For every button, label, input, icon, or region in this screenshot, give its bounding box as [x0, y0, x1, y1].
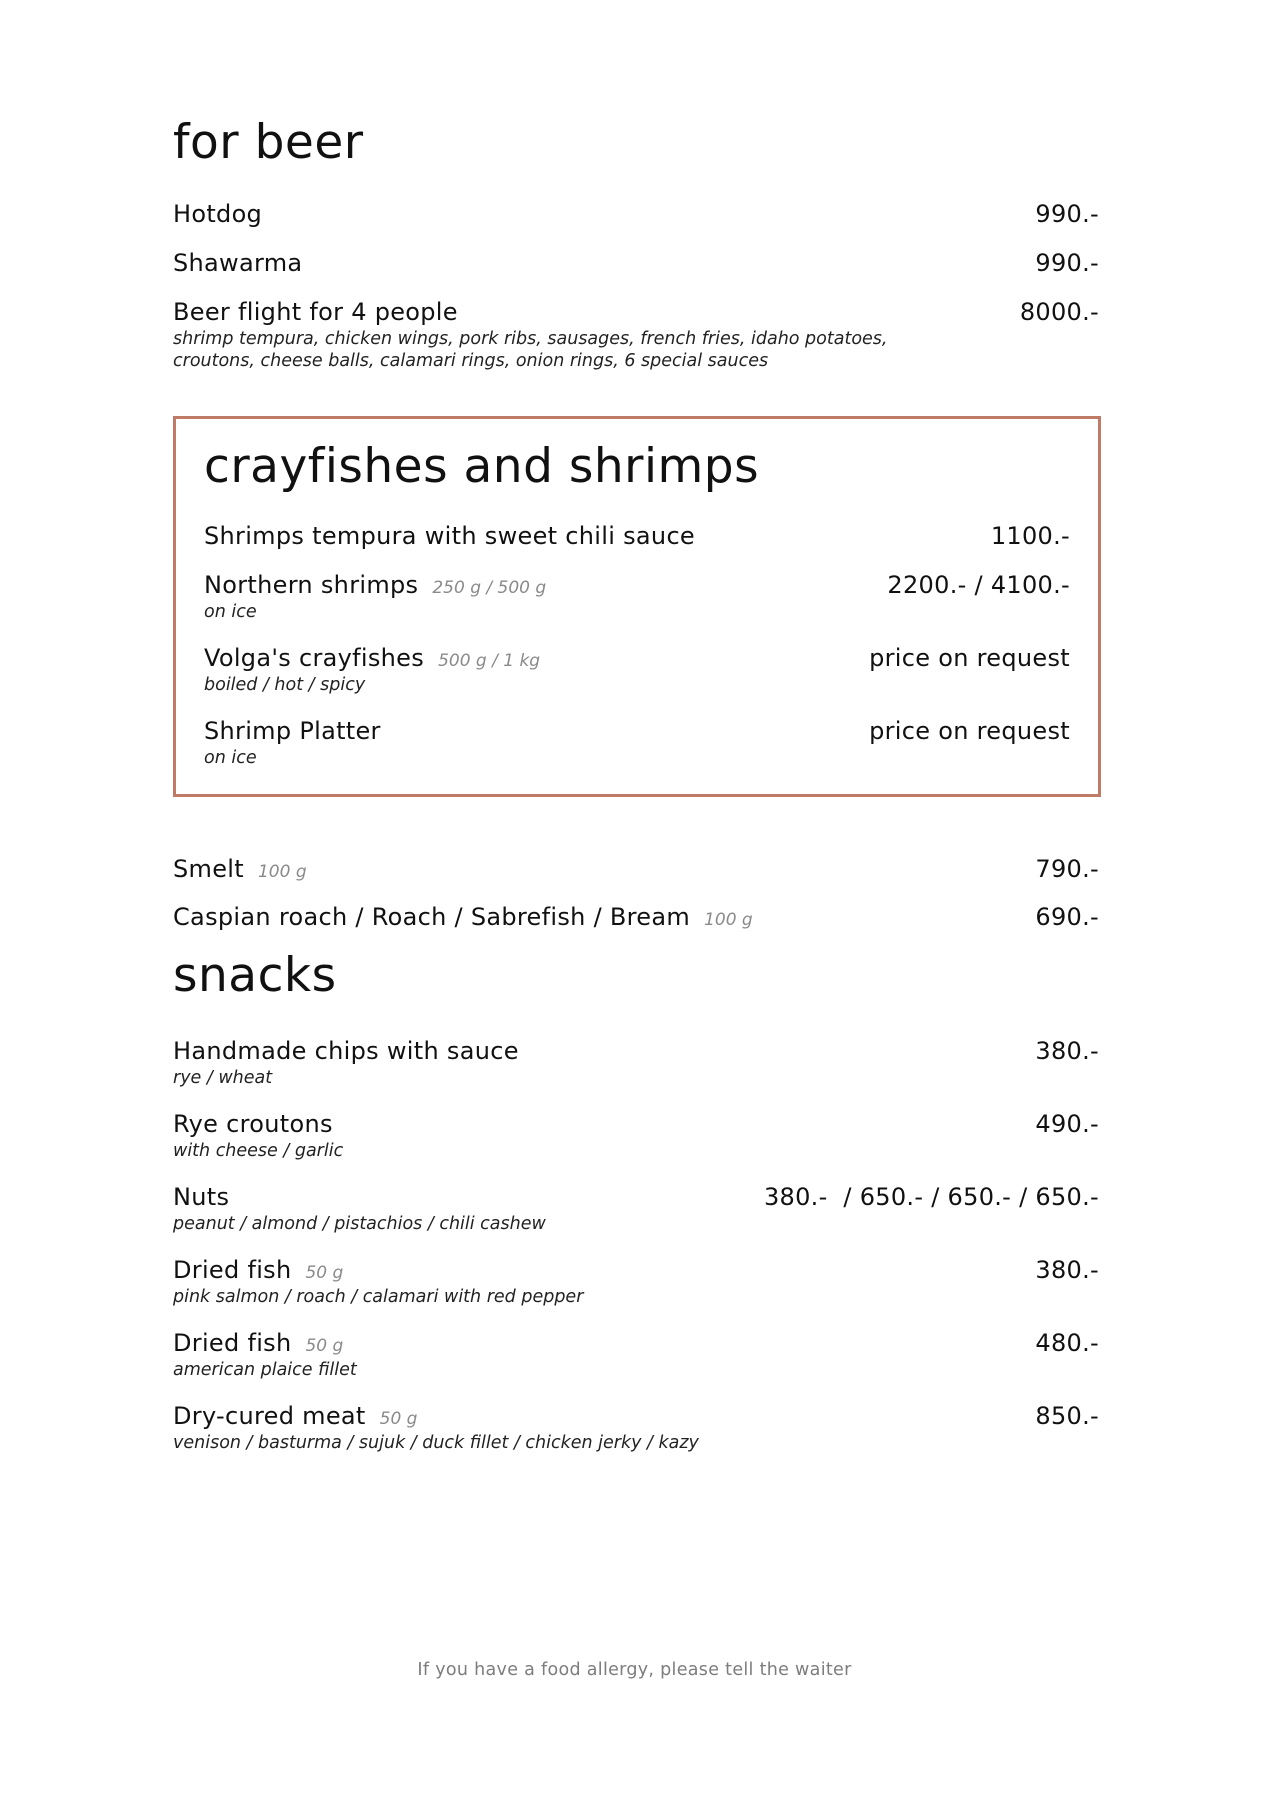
item-description: with cheese / garlic [173, 1141, 344, 1161]
item-price: 690.- [1035, 903, 1099, 931]
menu-item [204, 522, 1070, 550]
item-price: 380.- / 650.- / 650.- / 650.- [763, 1183, 1099, 1211]
menu-item [173, 1402, 1099, 1454]
item-description: rye / wheat [173, 1068, 273, 1088]
menu-item [204, 644, 1070, 696]
menu-item [173, 855, 1099, 883]
menu-item [173, 1110, 1099, 1162]
item-name: Nuts [173, 1183, 230, 1211]
item-price: 490.- [1035, 1110, 1099, 1138]
item-price: 990.- [1035, 200, 1099, 228]
item-name: Shawarma [173, 249, 303, 277]
item-name: Dry-cured meat [173, 1402, 366, 1430]
item-price: 8000.- [1019, 298, 1099, 326]
item-price: 2200.- / 4100.- [887, 571, 1070, 599]
item-name: Smelt [173, 855, 244, 883]
menu-item [173, 298, 1099, 372]
item-price: 790.- [1035, 855, 1099, 883]
item-description: on ice [204, 602, 257, 622]
item-price: 380.- [1035, 1256, 1099, 1284]
menu-item [173, 903, 1099, 931]
crayfish-section-box [173, 416, 1101, 797]
item-description: american plaice fillet [173, 1360, 357, 1380]
item-price: price on request [869, 644, 1070, 672]
allergy-notice: If you have a food allergy, please tell the waiter [417, 1660, 852, 1680]
item-weight: 100 g [257, 862, 307, 882]
item-name: Rye croutons [173, 1110, 333, 1138]
item-price: 850.- [1035, 1402, 1099, 1430]
item-price: 480.- [1035, 1329, 1099, 1357]
item-price: 990.- [1035, 249, 1099, 277]
menu-item [173, 1037, 1099, 1089]
item-description: pink salmon / roach / calamari with red pepper [173, 1287, 584, 1307]
section-title-crayfishes: crayfishes and shrimps [204, 439, 760, 494]
menu-item [173, 1183, 1099, 1235]
item-price: 380.- [1035, 1037, 1099, 1065]
item-description: boiled / hot / spicy [204, 675, 366, 695]
item-name: Handmade chips with sauce [173, 1037, 519, 1065]
item-description: shrimp tempura, chicken wings, pork ribs, sausages, french fries, idaho potatoes, [173, 329, 888, 349]
menu-item [173, 1256, 1099, 1308]
item-price: price on request [869, 717, 1070, 745]
item-weight: 50 g [305, 1336, 344, 1356]
item-weight: 250 g / 500 g [432, 578, 547, 598]
menu-item [204, 717, 1070, 769]
item-name: Beer flight for 4 people [173, 298, 458, 326]
item-description: on ice [204, 748, 257, 768]
section-title-for-beer: for beer [173, 115, 364, 170]
item-name: Shrimps tempura with sweet chili sauce [204, 522, 696, 550]
menu-item [204, 571, 1070, 623]
item-description: croutons, cheese balls, calamari rings, onion rings, 6 special sauces [173, 351, 769, 371]
item-name: Northern shrimps [204, 571, 419, 599]
item-description: peanut / almond / pistachios / chili cashew [173, 1214, 546, 1234]
section-title-snacks: snacks [173, 948, 337, 1003]
item-weight: 50 g [379, 1409, 418, 1429]
item-name: Shrimp Platter [204, 717, 381, 745]
item-name: Hotdog [173, 200, 263, 228]
menu-item [173, 200, 1099, 228]
item-price: 1100.- [990, 522, 1070, 550]
item-name: Dried fish [173, 1329, 292, 1357]
menu-item [173, 249, 1099, 277]
item-name: Caspian roach / Roach / Sabrefish / Bream [173, 903, 691, 931]
item-weight: 100 g [704, 910, 753, 930]
item-weight: 500 g / 1 kg [438, 651, 541, 671]
menu-item [173, 1329, 1099, 1381]
item-description: venison / basturma / sujuk / duck fillet / chicken jerky / kazy [173, 1433, 699, 1453]
item-weight: 50 g [305, 1263, 344, 1283]
item-name: Volga's crayfishes [204, 644, 425, 672]
item-name: Dried fish [173, 1256, 292, 1284]
